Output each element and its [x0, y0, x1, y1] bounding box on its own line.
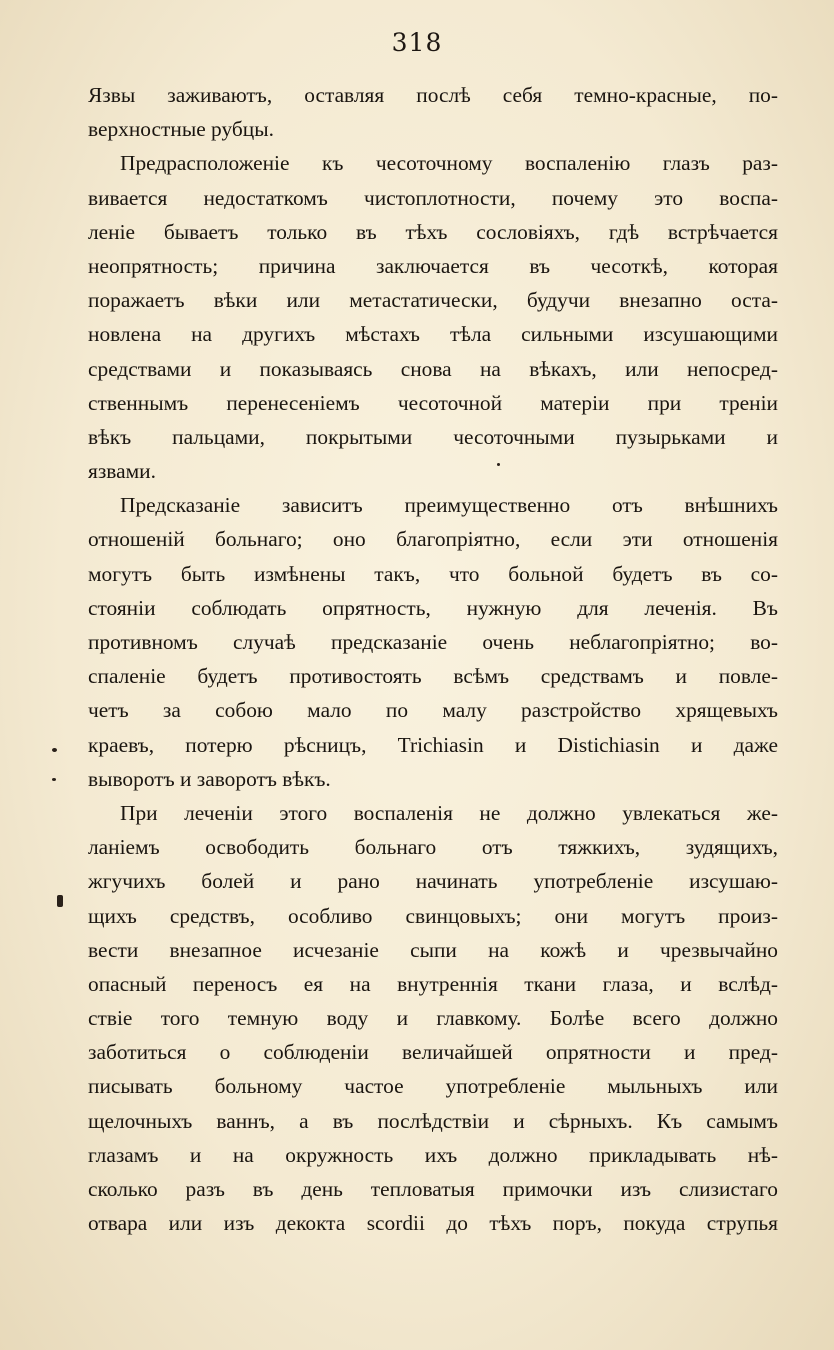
text-line: писывать больному частое употребленіе мыльныхъ или: [88, 1074, 778, 1099]
margin-speck: [52, 778, 56, 781]
text-line: спаленіе будетъ противостоять всѣмъ средствамъ и повле-: [88, 664, 778, 689]
text-line: сколько разъ въ день тепловатыя примочки изъ слизистаго: [88, 1177, 778, 1201]
text-line: Предсказаніе зависитъ преимущественно отъ внѣшнихъ: [120, 493, 778, 518]
text-line: язвами.: [88, 459, 156, 484]
text-line: опасный переносъ ея на внутреннія ткани глаза, и вслѣд-: [88, 971, 778, 996]
text-line: стояніи соблюдать опрятность, нужную для леченія. Въ: [88, 595, 778, 620]
text-line: щелочныхъ ваннъ, а въ послѣдствіи и сѣрныхъ. Къ самымъ: [88, 1108, 778, 1133]
text-line: поражаетъ вѣки или метастатически, будучи внезапно оста-: [88, 288, 778, 313]
text-line: Предрасположеніе къ чесоточному воспаленію глазъ раз-: [120, 151, 778, 176]
margin-speck: [497, 463, 500, 466]
page-number: 318: [391, 28, 443, 57]
margin-speck: [57, 895, 63, 907]
margin-speck: [52, 748, 57, 752]
text-line: При леченіи этого воспаленія не должно увлекаться же-: [120, 800, 778, 825]
text-line: новлена на другихъ мѣстахъ тѣла сильными изсушающими: [88, 322, 778, 347]
text-line: ланіемъ освободить больнаго отъ тяжкихъ, зудящихъ,: [88, 835, 778, 860]
text-line: средствами и показываясь снова на вѣкахъ, или непосред-: [88, 356, 778, 381]
text-line: отвара или изъ декокта scordii до тѣхъ поръ, покуда струпья: [88, 1211, 778, 1236]
text-line: вести внезапное исчезаніе сыпи на кожѣ и чрезвычайно: [88, 937, 778, 962]
text-line: вивается недостаткомъ чистоплотности, почему это воспа-: [88, 185, 778, 210]
text-line: ственнымъ перенесеніемъ чесоточной матеріи при треніи: [88, 390, 778, 415]
text-line: вѣкъ пальцами, покрытыми чесоточными пузырьками и: [88, 424, 778, 449]
text-line: щихъ средствъ, особливо свинцовыхъ; они могутъ произ-: [88, 903, 778, 928]
text-line: противномъ случаѣ предсказаніе очень неблагопріятно; во-: [88, 630, 778, 654]
text-line: заботиться о соблюденіи величайшей опрятности и пред-: [88, 1040, 778, 1065]
text-line: выворотъ и заворотъ вѣкъ.: [88, 766, 331, 791]
text-line: ствіе того темную воду и главкому. Болѣе всего должно: [88, 1006, 778, 1031]
body-text: [88, 78, 778, 1240]
text-line: четъ за собою мало по малу разстройство хрящевыхъ: [88, 698, 778, 723]
text-line: жгучихъ болей и рано начинать употребленіе изсушаю-: [88, 869, 778, 894]
text-line: Язвы заживаютъ, оставляя послѣ себя темно-красные, по-: [88, 83, 778, 107]
text-line: леніе бываетъ только въ тѣхъ сословіяхъ, гдѣ встрѣчается: [88, 219, 778, 244]
text-line: неопрятность; причина заключается въ чесоткѣ, которая: [88, 253, 778, 278]
text-line: могутъ быть измѣнены такъ, что больной будетъ въ со-: [88, 561, 778, 586]
text-line: глазамъ и на окружность ихъ должно прикладывать нѣ-: [88, 1142, 778, 1167]
text-line: верхностные рубцы.: [88, 117, 274, 142]
text-line: отношеній больнаго; оно благопріятно, если эти отношенія: [88, 527, 778, 552]
text-line: краевъ, потерю рѣсницъ, Trichiasin и Distichiasin и даже: [88, 732, 778, 757]
